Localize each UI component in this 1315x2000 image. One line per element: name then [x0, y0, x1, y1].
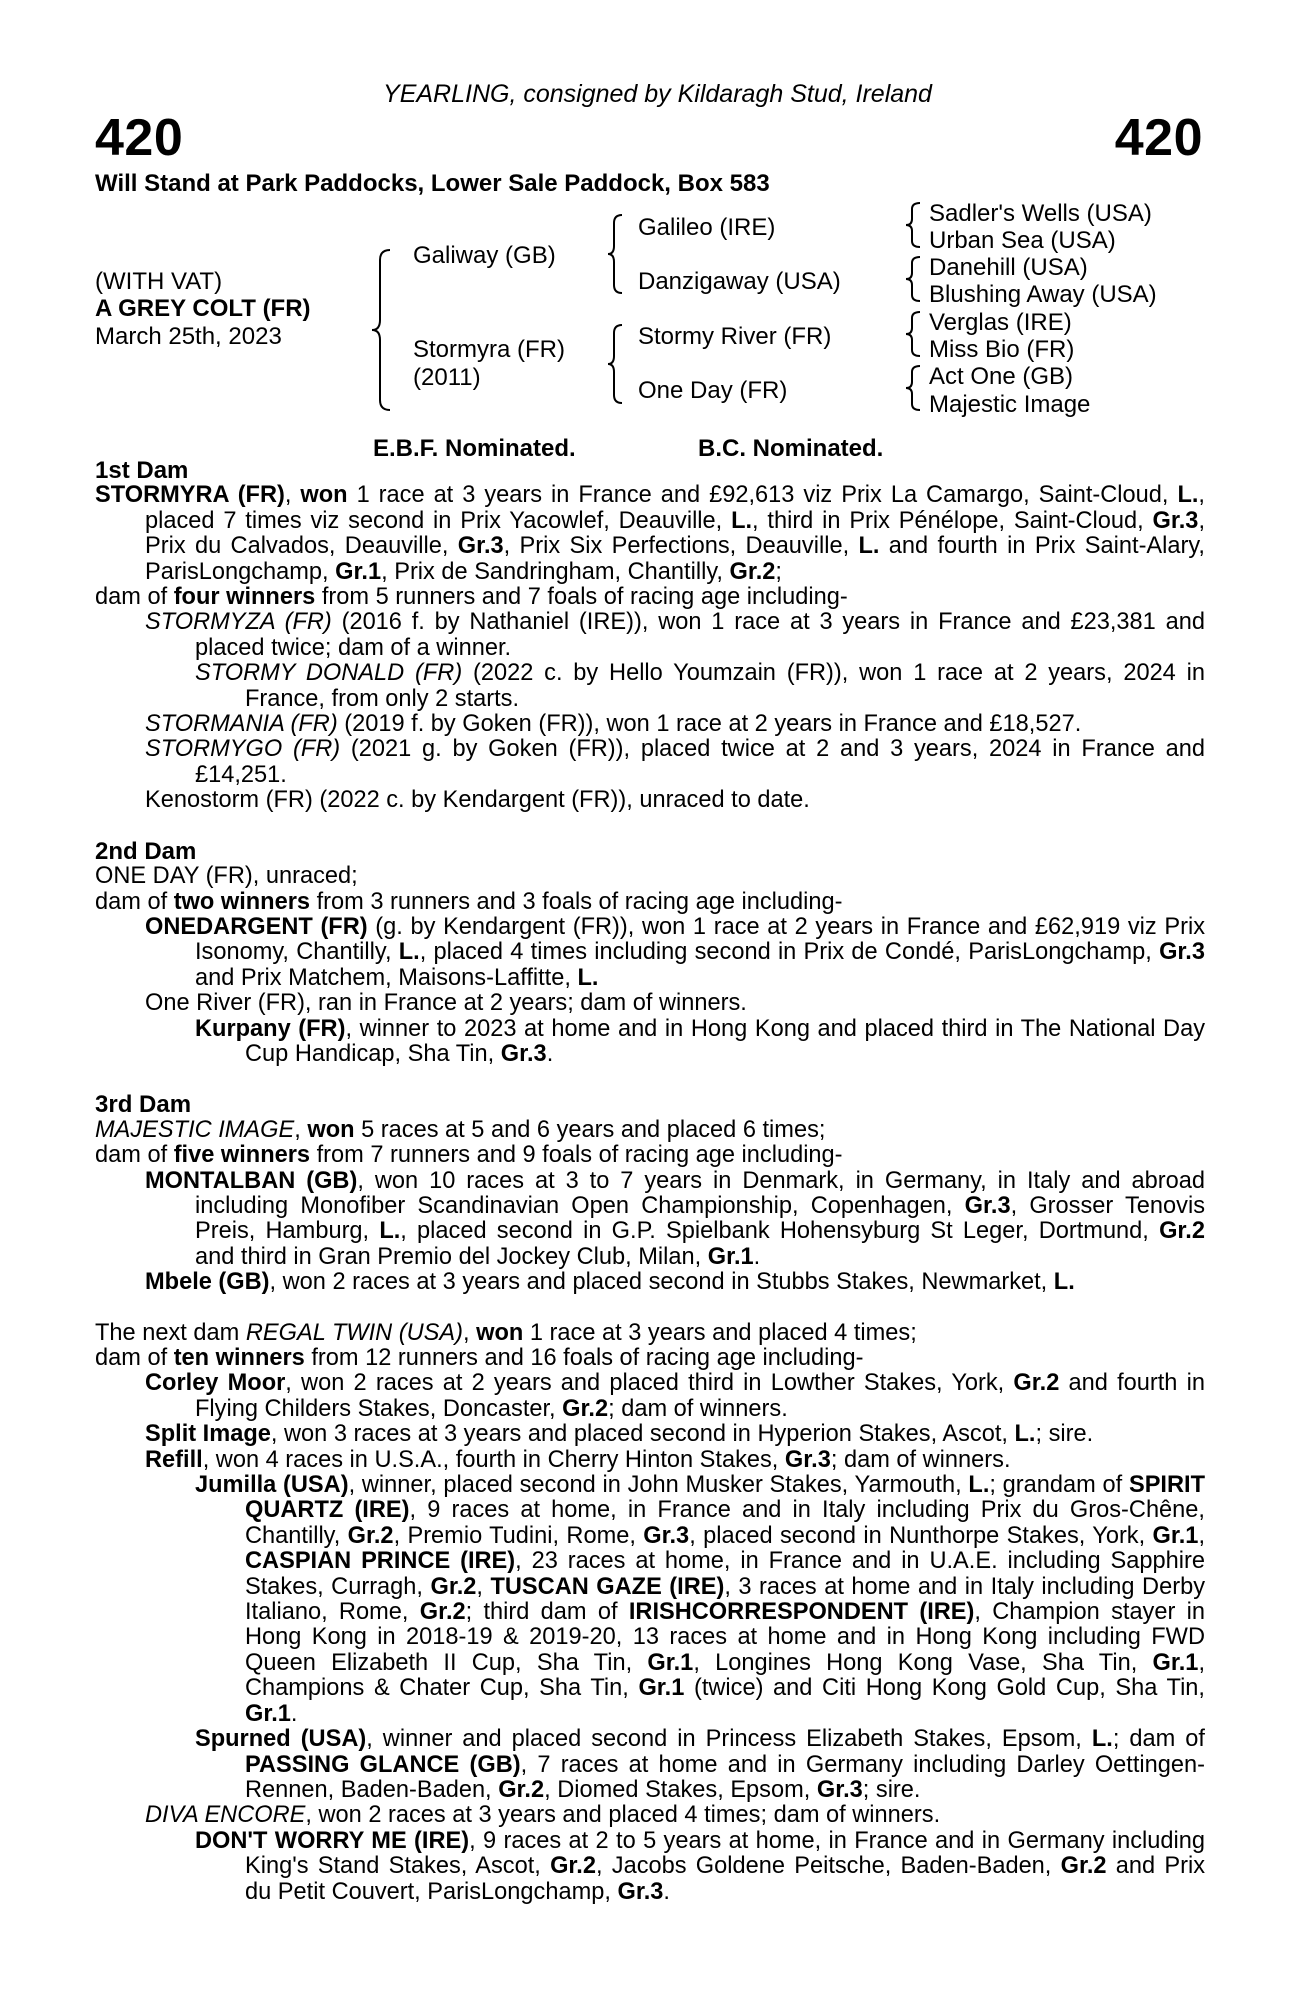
dam-dam: One Day (FR) [638, 377, 788, 404]
ebf-nomination: E.B.F. Nominated. [373, 435, 576, 462]
produce-entry: MONTALBAN (GB), won 10 races at 3 to 7 years in Denmark, in Germany, in Italy and abroad including Monofiber Scandinavian Open Championship, Copenhagen, Gr.3, Grosser Tenovis Preis, Hamburg, L., placed second in G.P. Spielbank Hohensyburg St Leger, Dortmund, Gr.2 and third in Gran Premio del Jockey Club, Milan, Gr.1. [145, 1167, 1206, 1270]
produce-entry: STORMYZA (FR) (2016 f. by Nathaniel (IRE)), won 1 race at 3 years in France and £23,381 and placed twice; dam of a winner. [145, 609, 1205, 661]
produce-entry: Kenostorm (FR) (2022 c. by Kendargent (FR)), unraced to date. [145, 787, 810, 814]
produce-entry: Refill, won 4 races in U.S.A., fourth in Cherry Hinton Stakes, Gr.3; dam of winners. [145, 1446, 1011, 1473]
pedigree-notes [95, 458, 1205, 1905]
produce-entry: DON'T WORRY ME (IRE), 9 races at 2 to 5 years at home, in France and in Germany including King's Stand Stakes, Ascot, Gr.2, Jacobs Goldene Peitsche, Baden-Baden, Gr.2 and Prix du Petit Couvert, ParisLongchamp, Gr.3. [195, 1827, 1206, 1905]
sire-sire: Galileo (IRE) [638, 214, 776, 241]
ancestor-dss: Verglas (IRE) [929, 309, 1072, 336]
next-dam-produce-summary: dam of ten winners from 12 runners and 16 foals of racing age including- [95, 1345, 864, 1371]
third-dam-record: MAJESTIC IMAGE, won 5 races at 5 and 6 years and placed 6 times; [95, 1116, 826, 1143]
dam-year: (2011) [413, 364, 481, 391]
produce-entry: Split Image, won 3 races at 3 years and placed second in Hyperion Stakes, Ascot, L.; sire. [145, 1421, 1094, 1448]
produce-entry: STORMANIA (FR) (2019 f. by Goken (FR)), won 1 race at 2 years in France and £18,527. [145, 711, 1082, 738]
next-dam-record: The next dam REGAL TWIN (USA), won 1 race at 3 years and placed 4 times; [95, 1319, 917, 1346]
lot-number-left: 420 [95, 109, 184, 167]
ancestor-dsd: Miss Bio (FR) [929, 336, 1075, 363]
horse-title: A GREY COLT (FR) [95, 295, 311, 322]
consignor-line: YEARLING, consigned by Kildaragh Stud, Ireland [383, 80, 932, 108]
ancestor-sdd: Blushing Away (USA) [929, 281, 1157, 308]
produce-entry: ONEDARGENT (FR) (g. by Kendargent (FR)), won 1 race at 2 years in France and £62,919 viz Prix Isonomy, Chantilly, L., placed 4 times including second in Prix de Condé, ParisLongchamp, Gr.3 and Prix Matchem, Maisons-Laffitte, L. [145, 913, 1205, 991]
produce-entry: STORMY DONALD (FR) (2022 c. by Hello Youmzain (FR)), won 1 race at 2 years, 2024 in France, from only 2 starts. [195, 660, 1205, 712]
second-dam-produce-summary: dam of two winners from 3 runners and 3 foals of racing age including- [95, 888, 843, 915]
ancestor-ssd: Urban Sea (USA) [929, 227, 1116, 254]
brace-icon [904, 364, 922, 412]
produce-entry: STORMYGO (FR) (2021 g. by Goken (FR)), placed twice at 2 and 3 years, 2024 in France and £14,251. [145, 736, 1205, 788]
ancestor-ddd: Majestic Image [929, 391, 1091, 418]
first-dam-heading: 1st Dam [95, 457, 189, 484]
produce-entry: One River (FR), ran in France at 2 years; dam of winners. [145, 990, 747, 1017]
third-dam-produce-summary: dam of five winners from 7 runners and 9 foals of racing age including- [95, 1142, 843, 1169]
sire-dam: Danzigaway (USA) [638, 268, 841, 295]
lot-number-right: 420 [1114, 109, 1203, 167]
first-dam-produce-summary: dam of four winners from 5 runners and 7 foals of racing age including- [95, 584, 848, 611]
brace-icon [606, 323, 624, 405]
ancestor-dds: Act One (GB) [929, 363, 1074, 390]
stand-location: Will Stand at Park Paddocks, Lower Sale Paddock, Box 583 [95, 170, 770, 197]
brace-icon [606, 213, 624, 295]
second-dam-heading: 2nd Dam [95, 837, 197, 865]
third-dam-heading: 3rd Dam [95, 1091, 192, 1119]
brace-icon [370, 248, 392, 412]
vat-note: (WITH VAT) [95, 268, 223, 295]
dam-name: Stormyra (FR) [413, 336, 565, 363]
ancestor-sds: Danehill (USA) [929, 254, 1088, 281]
sire-name: Galiway (GB) [413, 242, 556, 269]
dam-sire: Stormy River (FR) [638, 323, 832, 350]
produce-entry: Spurned (USA), winner and placed second in Princess Elizabeth Stakes, Epsom, L.; dam of PASSING GLANCE (GB), 7 races at home and in Germany including Darley Oettingen-Rennen, Baden-Baden, Gr.2, Diomed Stakes, Epsom, Gr.3; sire. [195, 1726, 1205, 1803]
first-dam-record: STORMYRA (FR), won 1 race at 3 years in France and £92,613 viz Prix La Camargo, Saint-Cloud, L., placed 7 times viz second in Prix Yacowlef, Deauville, L., third in Prix Pénélope, Saint-Cloud, Gr.3, Prix du Calvados, Deauville, Gr.3, Prix Six Perfections, Deauville, L. and fourth in Prix Saint-Alary, ParisLongchamp, Gr.1, Prix de Sandringham, Chantilly, Gr.2; [95, 482, 1205, 585]
ancestor-sss: Sadler's Wells (USA) [929, 200, 1152, 227]
foaling-date: March 25th, 2023 [95, 323, 282, 350]
produce-entry: Mbele (GB), won 2 races at 3 years and placed second in Stubbs Stakes, Newmarket, L. [145, 1269, 1075, 1296]
brace-icon [904, 310, 922, 358]
brace-icon [904, 255, 922, 303]
produce-entry: Kurpany (FR), winner to 2023 at home and in Hong Kong and placed third in The National Day Cup Handicap, Sha Tin, Gr.3. [195, 1015, 1206, 1067]
brace-icon [904, 201, 922, 249]
produce-entry: DIVA ENCORE, won 2 races at 3 years and placed 4 times; dam of winners. [145, 1802, 941, 1829]
second-dam-record: ONE DAY (FR), unraced; [95, 863, 358, 890]
produce-entry: Corley Moor, won 2 races at 2 years and placed third in Lowther Stakes, York, Gr.2 and fourth in Flying Childers Stakes, Doncaster, Gr.2; dam of winners. [145, 1370, 1205, 1422]
produce-entry: Jumilla (USA), winner, placed second in John Musker Stakes, Yarmouth, L.; grandam of SPIRIT QUARTZ (IRE), 9 races at home, in France and in Italy including Prix du Gros-Chêne, Chantilly, Gr.2, Premio Tudini, Rome, Gr.3, placed second in Nunthorpe Stakes, York, Gr.1, CASPIAN PRINCE (IRE), 23 races at home, in France and in U.A.E. including Sapphire Stakes, Curragh, Gr.2, TUSCAN GAZE (IRE), 3 races at home and in Italy including Derby Italiano, Rome, Gr.2; third dam of IRISHCORRESPONDENT (IRE), Champion stayer in Hong Kong in 2018-19 & 2019-20, 13 races at home and in Hong Kong including FWD Queen Elizabeth II Cup, Sha Tin, Gr.1, Longines Hong Kong Vase, Sha Tin, Gr.1, Champions & Chater Cup, Sha Tin, Gr.1 (twice) and Citi Hong Kong Gold Cup, Sha Tin, Gr.1. [195, 1472, 1205, 1727]
bc-nomination: B.C. Nominated. [698, 435, 884, 462]
